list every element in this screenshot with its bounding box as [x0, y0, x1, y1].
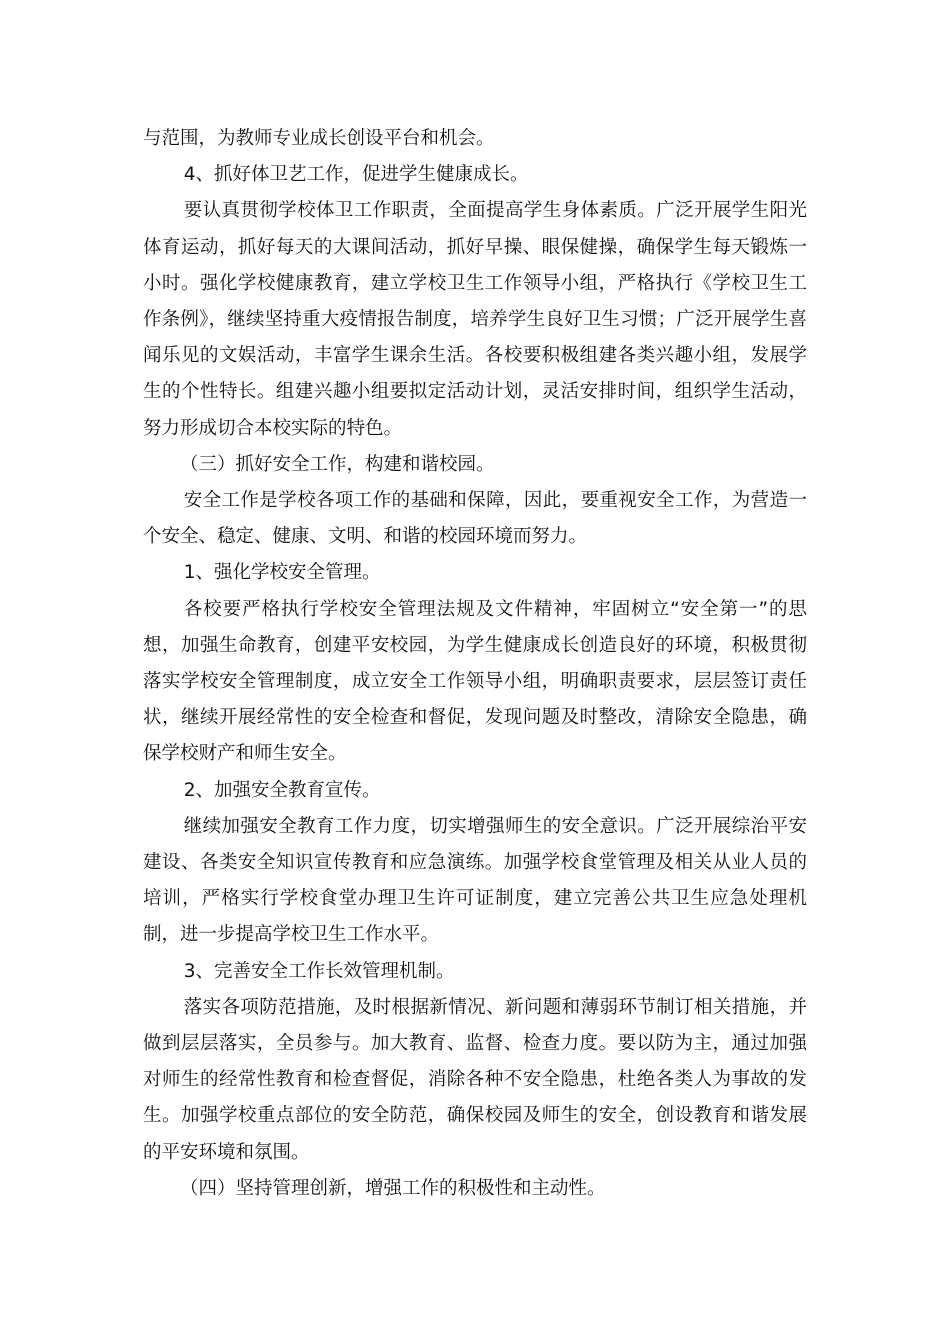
section-heading-safety: （三）抓好安全工作，构建和谐校园。 [180, 453, 495, 475]
subheading-sports-health: 4、抓好体卫艺工作，促进学生健康成长。 [183, 164, 529, 186]
paragraph-sports-health: 要认真贯彻学校体卫工作职责，全面提高学生身体素质。广泛开展学生阳光体育运动，抓好每天的大课间活动，抓好早操、眼保健操，确保学生每天锻炼一小时。强化学校健康教育，建立学校卫生工作领导小组，严格执行《学校卫生工作条例》，继续坚持重大疫情报告制度，培养学生良好卫生习惯；广泛开展学生喜闻乐见的文娱活动，丰富学生课余生活。各校要积极组建各类兴趣小组，发展学生的个性特长。组建兴趣小组要拟定活动计划，灵活安排时间，组织学生活动，努力形成切合本校实际的特色。 [143, 200, 807, 439]
paragraph-safety-intro: 安全工作是学校各项工作的基础和保障，因此，要重视安全工作，为营造一个安全、稳定、健康、文明、和谐的校园环境而努力。 [143, 490, 807, 548]
subheading-safety-management: 1、强化学校安全管理。 [183, 562, 381, 584]
subheading-safety-education: 2、加强安全教育宣传。 [183, 779, 381, 801]
paragraph-safety-education: 继续加强安全教育工作力度，切实增强师生的安全意识。广泛开展综治平安建设、各类安全知识宣传教育和应急演练。加强学校食堂管理及相关从业人员的培训，严格实行学校食堂办理卫生许可证制度，建立完善公共卫生应急处理机制，进一步提高学校卫生工作水平。 [143, 815, 807, 946]
paragraph-safety-management: 各校要严格执行学校安全管理法规及文件精神，牢固树立“安全第一”的思想，加强生命教育，创建平安校园，为学生健康成长创造良好的环境，积极贯彻落实学校安全管理制度，成立安全工作领导小组，明确职责要求，层层签订责任状，继续开展经常性的安全检查和督促，发现问题及时整改，清除安全隐患，确保学校财产和师生安全。 [143, 598, 807, 765]
paragraph-safety-mechanism: 落实各项防范措施，及时根据新情况、新问题和薄弱环节制订相关措施，并做到层层落实，全员参与。加大教育、监督、检查力度。要以防为主，通过加强对师生的经常性教育和检查督促，消除各种不安全隐患，杜绝各类人为事故的发生。加强学校重点部位的安全防范，确保校园及师生的安全，创设教育和谐发展的平安环境和氛围。 [143, 996, 807, 1163]
document-body [143, 121, 807, 1207]
paragraph-continuation: 与范围，为教师专业成长创设平台和机会。 [143, 128, 495, 149]
subheading-safety-mechanism: 3、完善安全工作长效管理机制。 [183, 960, 455, 982]
section-heading-innovation: （四）坚持管理创新，增强工作的积极性和主动性。 [180, 1177, 606, 1199]
